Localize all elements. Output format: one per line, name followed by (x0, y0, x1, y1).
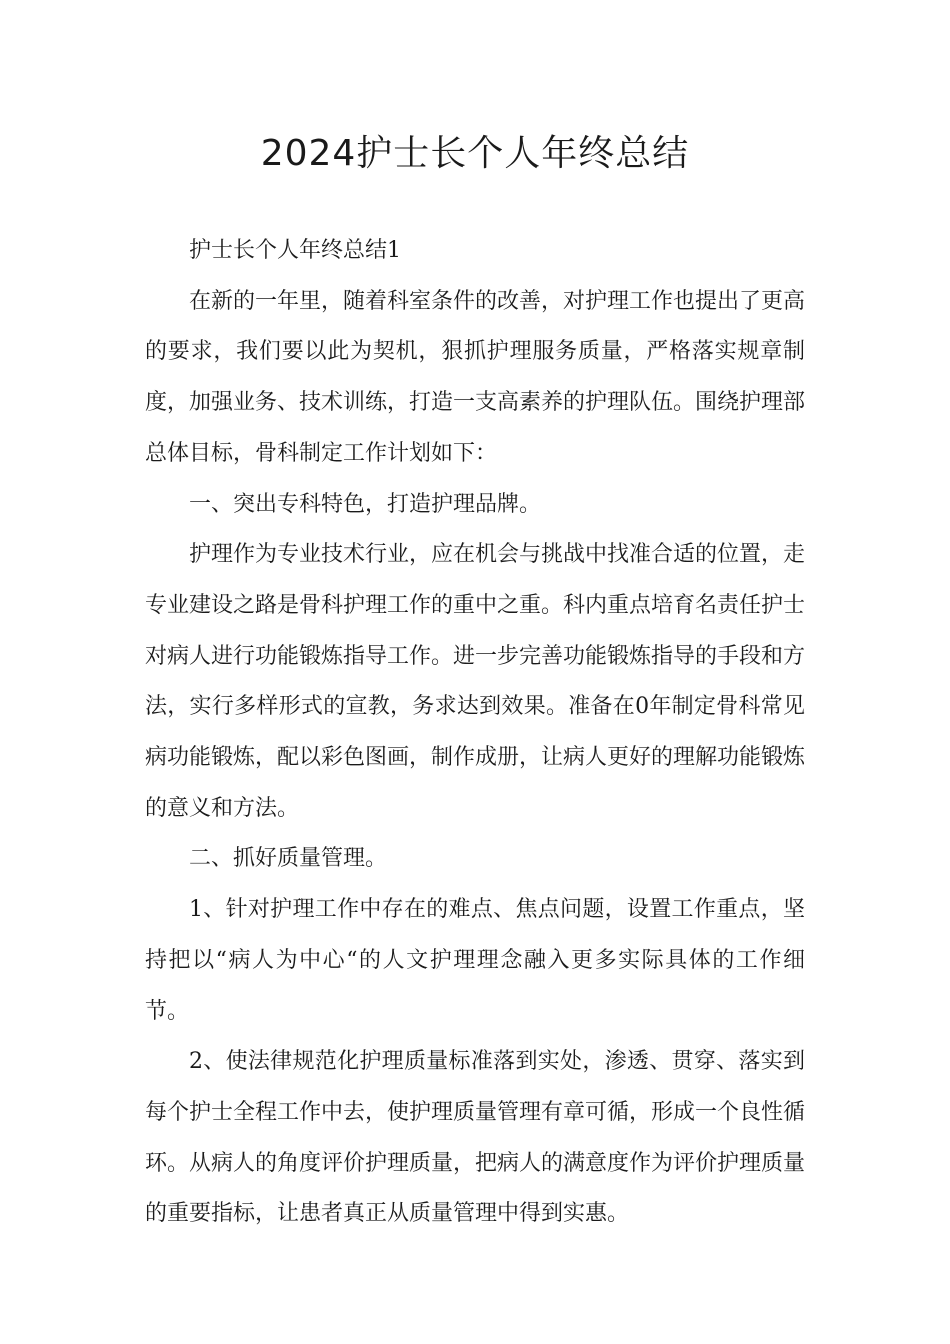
section-1-paragraph: 护理作为专业技术行业，应在机会与挑战中找准合适的位置，走专业建设之路是骨科护理工作的重中之重。科内重点培育名责任护士对病人进行功能锻炼指导工作。进一步完善功能锻炼指导的手段和方法，实行多样形式的宣教，务求达到效果。准备在0年制定骨科常见病功能锻炼，配以彩色图画，制作成册，让病人更好的理解功能锻炼的意义和方法。 (145, 542, 806, 821)
document-title: 2024护士长个人年终总结 (260, 133, 690, 174)
section-heading-1: 一、突出专科特色，打造护理品牌。 (189, 491, 542, 517)
document-body (145, 226, 805, 1240)
section-heading-2: 二、抓好质量管理。 (189, 846, 388, 872)
section-subtitle: 护士长个人年终总结1 (189, 238, 401, 263)
item-2-paragraph: 2、使法律规范化护理质量标准落到实处，渗透、贯穿、落实到每个护士全程工作中去，使护理质量管理有章可循，形成一个良性循环。从病人的角度评价护理质量，把病人的满意度作为评价护理质量的重要指标，让患者真正从质量管理中得到实惠。 (145, 1049, 806, 1227)
item-1-paragraph: 1、针对护理工作中存在的难点、焦点问题，设置工作重点，坚持把以“病人为中心“的人文护理理念融入更多实际具体的工作细节。 (145, 897, 805, 1024)
intro-paragraph: 在新的一年里，随着科室条件的改善，对护理工作也提出了更高的要求，我们要以此为契机，狠抓护理服务质量，严格落实规章制度，加强业务、技术训练，打造一支高素养的护理队伍。围绕护理部总体目标，骨科制定工作计划如下： (145, 288, 806, 466)
